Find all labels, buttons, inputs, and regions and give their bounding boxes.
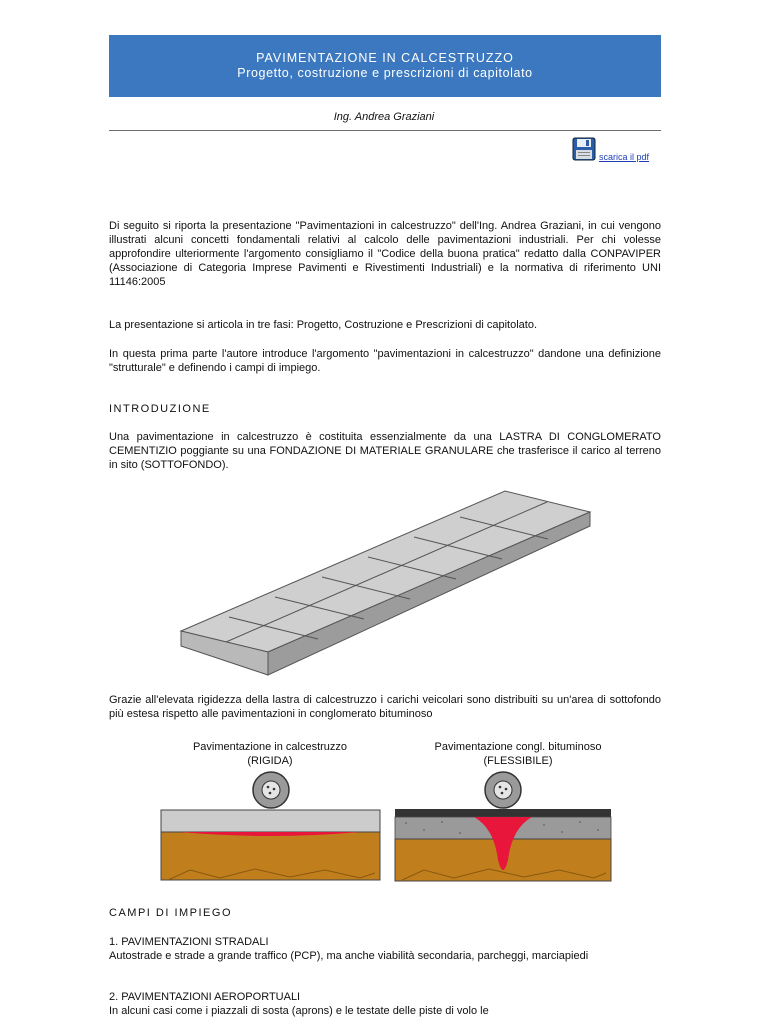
download-pdf[interactable] <box>572 137 662 165</box>
author-name: Ing. Andrea Graziani <box>333 111 435 123</box>
asphalt-layer <box>395 809 611 817</box>
section1-paragraph-2: Grazie all'elevata rigidezza della lastra di calcestruzzo i carichi veicolari sono distribuiti su un'area di sottofondo più estesa rispetto alle pavimentazioni in conglomerato bituminoso <box>109 694 661 720</box>
intro-paragraph-2: La presentazione si articola in tre fasi: Progetto, Costruzione e Prescrizioni di capitolato. <box>109 319 537 331</box>
rigid-caption-line-2: (RIGIDA) <box>247 755 293 767</box>
flexible-caption-line-2: (FLESSIBILE) <box>483 755 553 767</box>
concrete-slab <box>161 810 380 832</box>
intro-paragraph-3: In questa prima parte l'autore introduce l'argomento "pavimentazioni in calcestruzzo" dandone una definizione "strutturale" e definendo i campi di impiego. <box>109 348 661 374</box>
usage-item-1-text: Autostrade e strade a grande traffico (PCP), ma anche viabilità secondaria, parcheggi, marciapiedi <box>109 950 589 962</box>
rigid-pavement-diagram <box>160 770 382 882</box>
title-banner <box>109 35 661 97</box>
rigid-caption <box>140 740 400 768</box>
section1-paragraph-1: Una pavimentazione in calcestruzzo è costituita essenzialmente da una LASTRA DI CONGLOMERATO CEMENTIZIO poggiante su una FONDAZIONE DI MATERIALE GRANULARE che trasferisce il carico al terreno in sito (SOTTOFONDO). <box>109 431 661 471</box>
usage-item-2-text: In alcuni casi come i piazzali di sosta (aprons) e le testate delle piste di volo le <box>109 1005 489 1017</box>
rigid-caption-line-1: Pavimentazione in calcestruzzo <box>192 741 348 753</box>
flexible-caption <box>398 740 638 768</box>
section-heading-campi-di-impiego: CAMPI DI IMPIEGO <box>109 907 233 919</box>
page-subtitle: Progetto, costruzione e prescrizioni di capitolato <box>237 66 533 80</box>
usage-item-2-title: 2. PAVIMENTAZIONI AEROPORTUALI <box>109 991 301 1003</box>
download-pdf-link[interactable]: scarica il pdf <box>599 152 650 162</box>
flexible-caption-line-1: Pavimentazione congl. bituminoso <box>434 741 602 753</box>
divider <box>109 130 661 131</box>
intro-paragraph-1: Di seguito si riporta la presentazione "Pavimentazioni in calcestruzzo" dell'Ing. Andrea Graziani, in cui vengono illustrati alcuni concetti fondamentali relativi al calcolo delle pavimentazioni industriali. Per chi volesse approfondire ulteriormente l'argomento consigliamo il "Codice della buona pratica" redatto dalla CONPAVIPER (Associazione di Categoria Imprese Pavimenti e Rivestimenti Industriali) e la normativa di riferimento UNI 11146:2005 <box>109 220 661 288</box>
slab-illustration <box>178 488 592 680</box>
page-title: PAVIMENTAZIONE IN CALCESTRUZZO <box>256 51 514 65</box>
flexible-pavement-diagram <box>394 770 612 882</box>
section-heading-introduzione: INTRODUZIONE <box>109 403 211 415</box>
usage-item-1-title: 1. PAVIMENTAZIONI STRADALI <box>109 936 269 948</box>
floppy-disk-icon[interactable] <box>572 137 596 161</box>
